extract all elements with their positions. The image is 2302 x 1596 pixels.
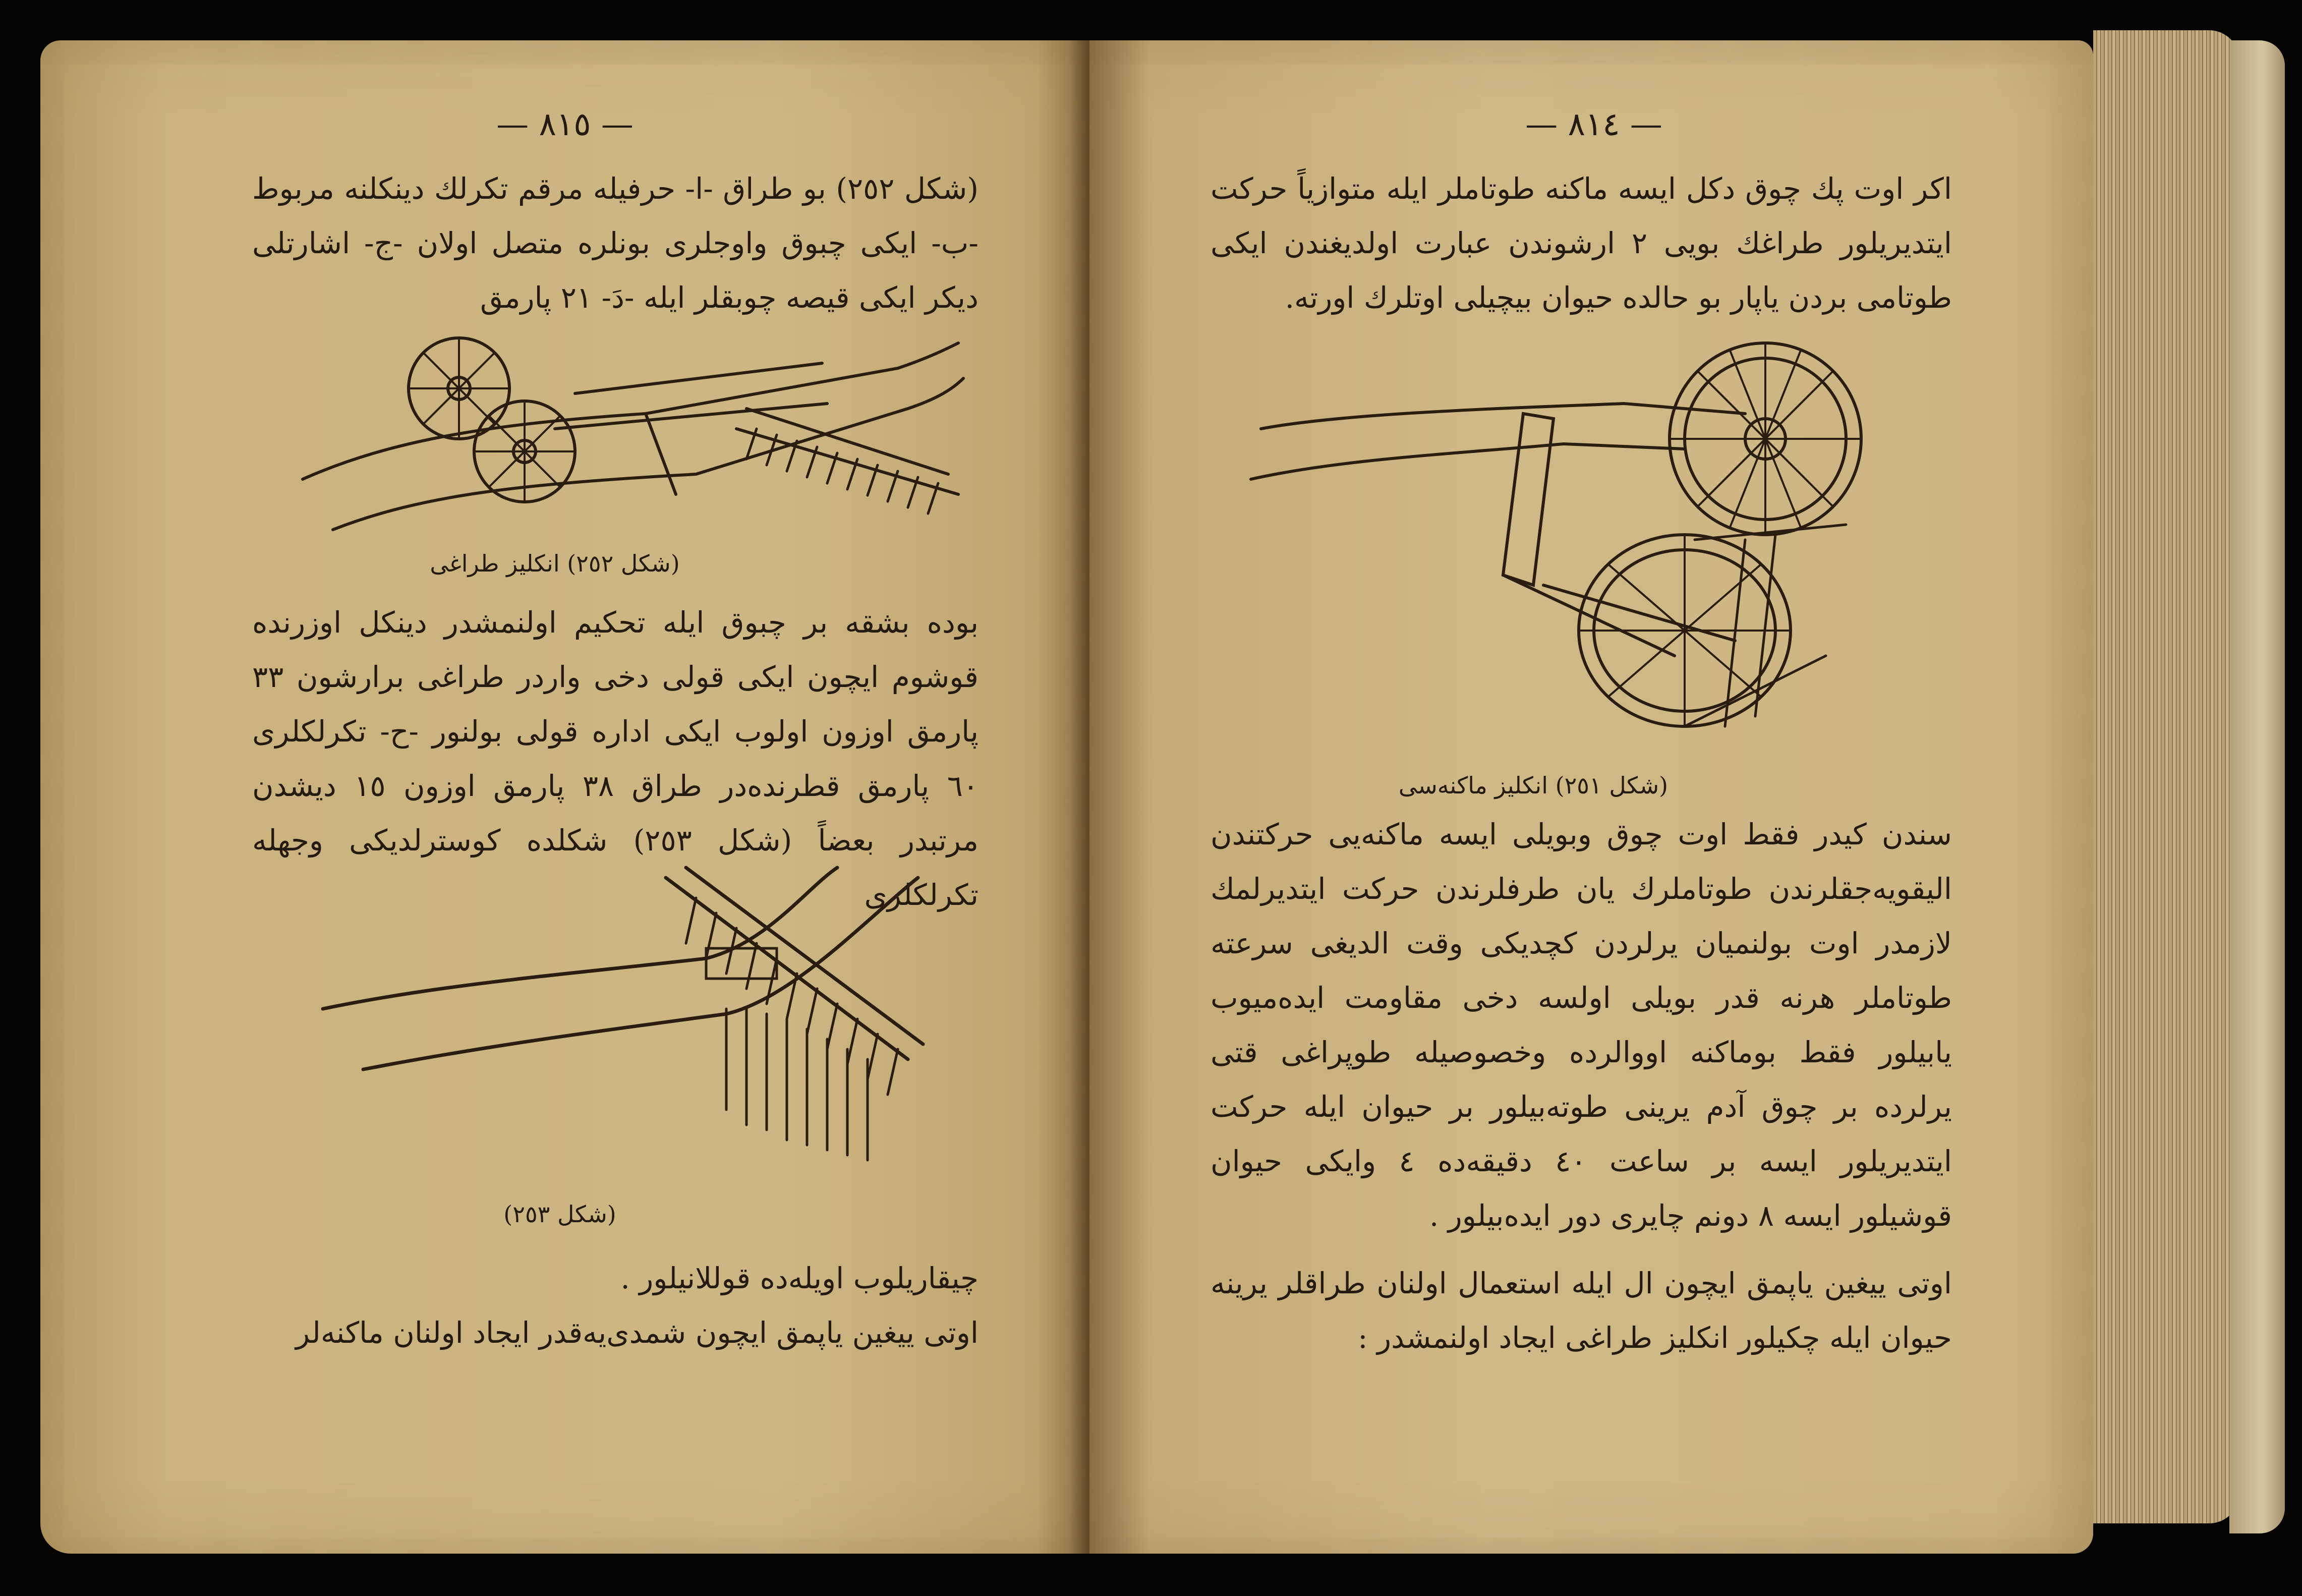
page-edges bbox=[2093, 30, 2239, 1523]
left-paragraph-1: (شكل ٢٥٢) بو طراق -ا- حرفيله مرقم تكرلك دينكلنه مربوط -ب- ايكى چبوق واوجلرى بونلره متصل اولان -ج- اشارتلى ديكر ايكى قيصه چوبقلر ايله -دَ- ٢١ پارمق bbox=[252, 172, 979, 315]
left-paragraph-2: بوده بشقه بر چبوق ايله تحكيم اولنمشدر دينكل اوزرنده قوشوم ايچون ايكى قولى دخى واردر طراغى برارشون ٣٣ پارمق اوزون اولوب ايكى اداره قولى بولنور -ح- تكرلكلرى ٦٠ پارمق قطرنده‌در طراق ٣٨ پارمق اوزون ١٥ ديشدن مرتبدر بعضاً (شكل ٢٥٣) شكلده كوسترلديكى وجهله تكرلكلرى bbox=[252, 605, 979, 912]
page-number-814: — ٨١٤ — bbox=[1525, 106, 1662, 143]
machine-handle-lower bbox=[1251, 444, 1685, 479]
figure-251-caption: (شكل ٢٥١) انكليز ماكنه‌سى bbox=[1398, 772, 1668, 799]
right-paragraph-1: اكر اوت پك چوق دكل ايسه ماكنه طوتاملر ايله متوازياً حركت ايتديريلور طراغك بويى ٢ ارشوندن عبارت اولديغندن ايكى طوتامى بردن ياپار بو حالده حيوان بيچيلى اوتلرك اورته. bbox=[1211, 172, 1952, 315]
english-rake-figure-252 bbox=[293, 328, 979, 545]
english-machine-figure-251 bbox=[1241, 373, 1977, 777]
left-page bbox=[40, 40, 1089, 1554]
page-number-815: — ٨١٥ — bbox=[496, 106, 634, 143]
rake-handle-upper bbox=[303, 343, 958, 479]
rake-253-handle-upper bbox=[323, 868, 837, 1009]
figure-252-caption: (شكل ٢٥٢) انكليز طراغى bbox=[430, 550, 680, 577]
book-cover-edge bbox=[2229, 40, 2285, 1533]
right-page bbox=[1089, 40, 2093, 1554]
right-paragraph-2: سندن كيدر فقط اوت چوق وبويلى ايسه ماكنه‌يى حركتندن اليقويه‌جقلرندن طوتاملرك يان طرفلرندن حركت ايتديرلمك لازمدر اوت بولنميان يرلردن كچديكى وقت الديغى سرعته طوتاملر هرنه قدر بويلى اولسه دخى مقاومت ايده‌ميوب يابيلور فقط بوماكنه اووالرده وخصوصيله طوپراغى قتى يرلرده بر چوق آدم يرينى طوته‌بيلور بر حيوان ايله حركت ايتديريلور ايسه بر ساعت ٤٠ دقيقه‌ده ٤ وايكى حيوان قوشيلور ايسه ٨ دونم چايرى دور ايده‌بيلور . bbox=[1211, 817, 1952, 1233]
rake-253-handle-lower bbox=[363, 878, 918, 1069]
figure-253-caption: (شكل ٢٥٣) bbox=[503, 1201, 616, 1228]
right-paragraph-3: اوتى ييغين ياپمق ايچون ال ايله استعمال اولنان طراقلر يرينه حيوان ايله چكيلور انكليز طراغى ايجاد اولنمشدر : bbox=[1211, 1266, 1952, 1355]
rake-handle-lower bbox=[333, 378, 963, 530]
wheelless-rake-figure-253 bbox=[313, 858, 999, 1170]
left-paragraph-3: چيقاريلوب اويله‌ده قوللانيلور . اوتى ييغين ياپمق ايچون شمدى‌يه‌قدر ايجاد اولنان ماكنه‌لر bbox=[296, 1261, 979, 1350]
open-book bbox=[30, 20, 2265, 1574]
